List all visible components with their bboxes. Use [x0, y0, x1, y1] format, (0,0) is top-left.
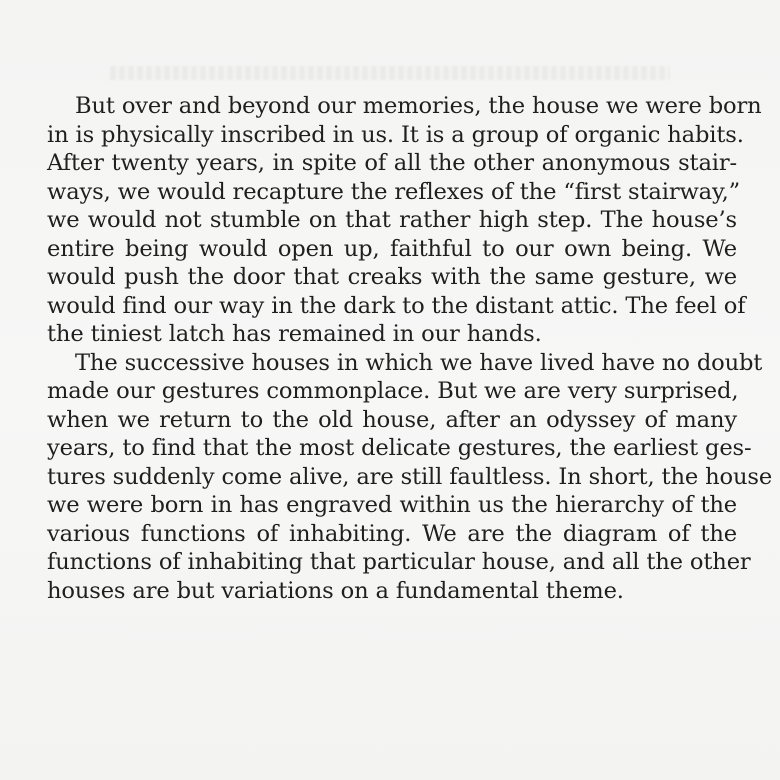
text-line: tures suddenly come alive, are still faultless. In short, the house: [47, 463, 773, 490]
passage-text: [47, 92, 773, 605]
text-line: After twenty years, in spite of all the other anonymous stair-: [47, 150, 737, 176]
text-line: the tiniest latch has remained in our hands.: [47, 321, 542, 347]
text-line: would find our way in the dark to the distant attic. The feel of: [47, 292, 746, 319]
text-line: would push the door that creaks with the same gesture, we: [47, 264, 737, 290]
text-line: But over and beyond our memories, the house we were born: [75, 93, 762, 119]
text-line: ways, we would recapture the reflexes of the “first stairway,”: [47, 178, 741, 205]
text-line: The successive houses in which we have lived have no doubt: [75, 349, 763, 376]
show-through-text: [110, 66, 670, 80]
text-line: entire being would open up, faithful to our own being. We: [47, 235, 737, 262]
text-line: in is physically inscribed in us. It is a group of organic habits.: [47, 121, 744, 148]
text-line: we would not stumble on that rather high step. The house’s: [47, 207, 737, 233]
text-line: various functions of inhabiting. We are the diagram of the: [47, 520, 737, 547]
text-line: made our gestures commonplace. But we are very surprised,: [47, 378, 739, 404]
text-line: years, to find that the most delicate gestures, the earliest ges-: [47, 435, 752, 461]
paragraph-1: [47, 92, 762, 349]
paragraph-2: [47, 349, 773, 606]
text-line: when we return to the old house, after an odyssey of many: [47, 406, 737, 433]
text-line: functions of inhabiting that particular house, and all the other: [47, 549, 751, 575]
text-line: we were born in has engraved within us the hierarchy of the: [47, 492, 737, 518]
text-line: houses are but variations on a fundamental theme.: [47, 577, 624, 604]
